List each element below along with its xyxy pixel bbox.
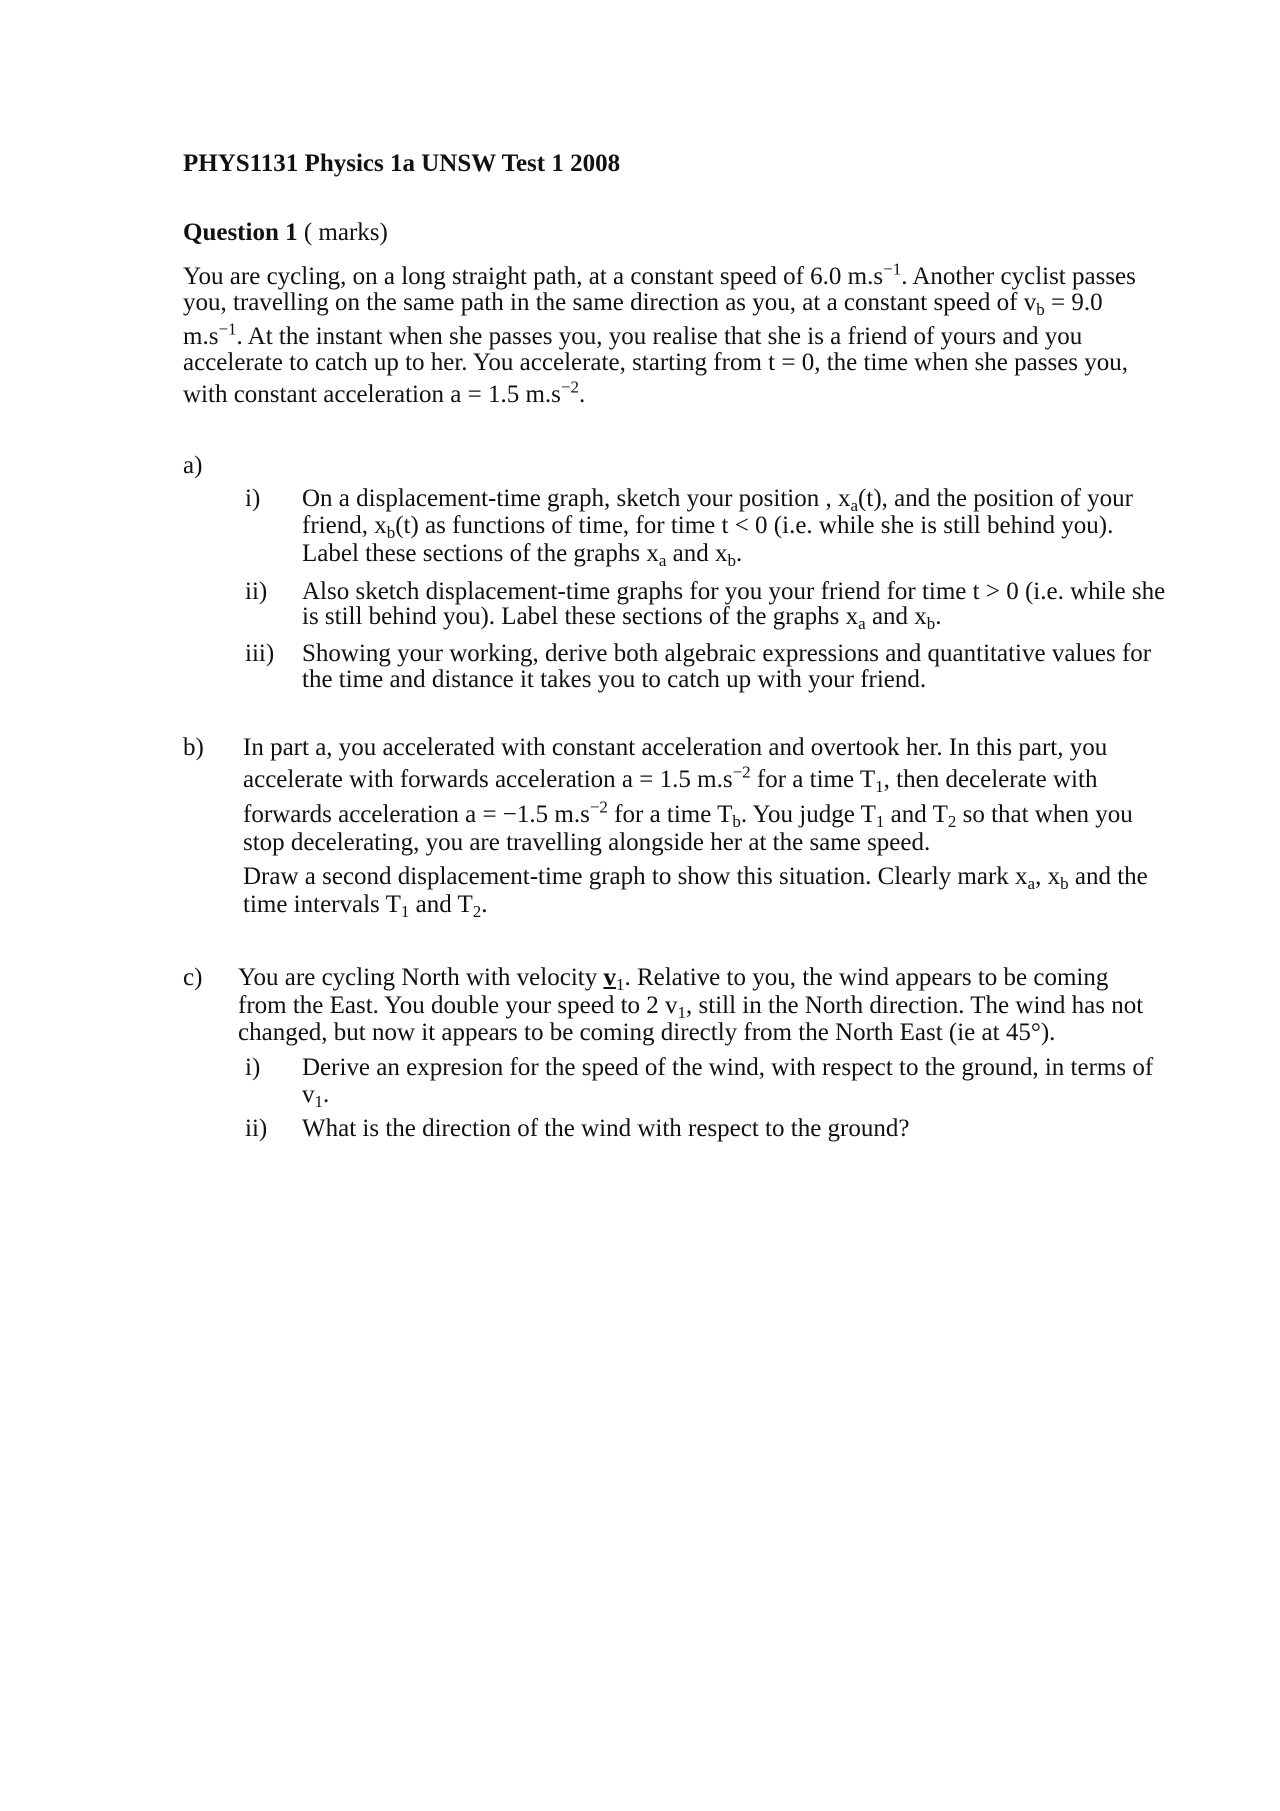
text: . [736, 540, 743, 567]
part-a-i-line-2 [302, 511, 1114, 543]
part-c-ii-line-1: What is the direction of the wind with respect to the ground? [302, 1115, 910, 1142]
intro-text: . Another cyclist passes [901, 263, 1136, 290]
page-title: PHYS1131 Physics 1a UNSW Test 1 2008 [183, 150, 621, 177]
intro-text: = 9.0 [1044, 289, 1103, 316]
subscript: 1 [875, 777, 884, 797]
text: . You judge T [740, 801, 876, 828]
part-a-i-line-3 [302, 539, 743, 571]
text: so that when you [956, 801, 1133, 828]
part-a-iii-line-2: the time and distance it takes you to catch up with your friend. [302, 666, 927, 693]
text: . [323, 1081, 330, 1108]
intro-text: you, travelling on the same path in the same direction as you, at a constant speed of v [183, 289, 1037, 316]
intro-text: with constant acceleration a = 1.5 m.s [183, 381, 561, 408]
intro-line-3 [183, 319, 1083, 351]
text: You are cycling North with velocity [238, 964, 604, 991]
text: and T [409, 891, 473, 918]
text: , then decelerate with [883, 766, 1098, 793]
exponent: −1 [883, 259, 902, 279]
vector-symbol: v [603, 964, 616, 991]
subscript: b [386, 523, 396, 543]
part-b-line-6 [243, 890, 488, 922]
text: v [302, 1081, 315, 1108]
text: and x [666, 540, 728, 567]
subscript: 1 [875, 812, 885, 832]
exponent: −2 [732, 762, 751, 782]
text: Label these sections of the graphs x [302, 540, 659, 567]
subscript: b [926, 614, 936, 634]
part-a-iii-line-1: Showing your working, derive both algebraic expressions and quantitative values for [302, 640, 1152, 667]
part-a-ii-label: ii) [245, 578, 268, 605]
part-c-i-line-1: Derive an expresion for the speed of the wind, with respect to the ground, in terms of [302, 1054, 1154, 1081]
text: Draw a second displacement-time graph to show this situation. Clearly mark x [243, 863, 1028, 890]
subscript: a [1027, 874, 1036, 894]
text: and the [1068, 863, 1148, 890]
intro-line-1 [183, 259, 1136, 291]
subscript: 1 [400, 902, 410, 922]
subscript: 2 [947, 812, 957, 832]
exponent: −1 [218, 319, 237, 339]
part-c-line-1 [238, 963, 1109, 995]
text: , still in the North direction. The wind has not [686, 992, 1144, 1019]
subscript: 2 [472, 902, 482, 922]
text: (t), and the position of your [858, 485, 1133, 512]
part-b-line-3 [243, 797, 1133, 832]
text: and x [865, 603, 927, 630]
text: , x [1035, 863, 1061, 890]
text: is still behind you). Label these sections of the graphs x [302, 603, 859, 630]
text: for a time T [750, 766, 876, 793]
text: accelerate with forwards acceleration a = 1.5 m.s [243, 766, 733, 793]
part-a-label: a) [183, 452, 203, 479]
text: . [481, 891, 488, 918]
part-b-line-4: stop decelerating, you are travelling alongside her at the same speed. [243, 829, 931, 856]
text: On a displacement-time graph, sketch your position , x [302, 485, 851, 512]
subscript: 1 [615, 975, 625, 995]
exponent: −2 [560, 377, 579, 397]
subscript: b [1036, 300, 1045, 320]
text: (t) as functions of time, for time t < 0 (i.e. while she is still behind you). [395, 512, 1114, 539]
intro-line-4: accelerate to catch up to her. You accelerate, starting from t = 0, the time when she passes you, [183, 349, 1129, 376]
part-b-line-2 [243, 762, 1098, 797]
subscript: 1 [314, 1092, 323, 1112]
subscript: b [732, 812, 741, 832]
part-a-ii-line-2 [302, 602, 942, 634]
part-c-label: c) [183, 964, 203, 991]
intro-text: . [578, 381, 586, 408]
subscript: a [858, 614, 866, 634]
part-b-line-1: In part a, you accelerated with constant acceleration and overtook her. In this part, you [243, 734, 1108, 761]
part-a-i-line-1 [302, 484, 1133, 516]
text: from the East. You double your speed to 2 v [238, 992, 678, 1019]
part-b-label: b) [183, 734, 204, 761]
subscript: b [1060, 874, 1069, 894]
subscript: a [850, 496, 859, 516]
part-c-line-2 [238, 991, 1144, 1023]
part-a-ii-line-1: Also sketch displacement-time graphs for you your friend for time t > 0 (i.e. while she [302, 578, 1166, 605]
question-label: Question 1 [183, 219, 298, 246]
text: and T [884, 801, 948, 828]
text: time intervals T [243, 891, 401, 918]
text: . [935, 603, 942, 630]
question-marks: ( marks) [303, 219, 388, 246]
intro-line-2 [183, 288, 1103, 320]
subscript: b [727, 551, 736, 571]
part-b-line-5 [243, 862, 1148, 894]
intro-line-5 [183, 377, 586, 409]
exponent: −2 [589, 797, 608, 817]
text: for a time T [607, 801, 733, 828]
text: . Relative to you, the wind appears to be coming [624, 964, 1109, 991]
part-c-line-3: changed, but now it appears to be coming directly from the North East (ie at 45°). [238, 1019, 1056, 1046]
subscript: a [658, 551, 667, 571]
text: friend, x [302, 512, 387, 539]
intro-text: . At the instant when she passes you, you realise that she is a friend of yours and you [236, 323, 1083, 350]
subscript: 1 [677, 1003, 687, 1023]
part-a-i-label: i) [245, 485, 261, 512]
intro-text: You are cycling, on a long straight path, at a constant speed of 6.0 m.s [183, 263, 884, 290]
part-c-ii-label: ii) [245, 1115, 268, 1142]
text: forwards acceleration a = −1.5 m.s [243, 801, 590, 828]
part-c-i-line-2 [302, 1080, 330, 1112]
part-c-i-label: i) [245, 1054, 261, 1081]
question-heading [183, 218, 388, 247]
intro-text: m.s [183, 323, 219, 350]
part-a-iii-label: iii) [245, 640, 275, 667]
